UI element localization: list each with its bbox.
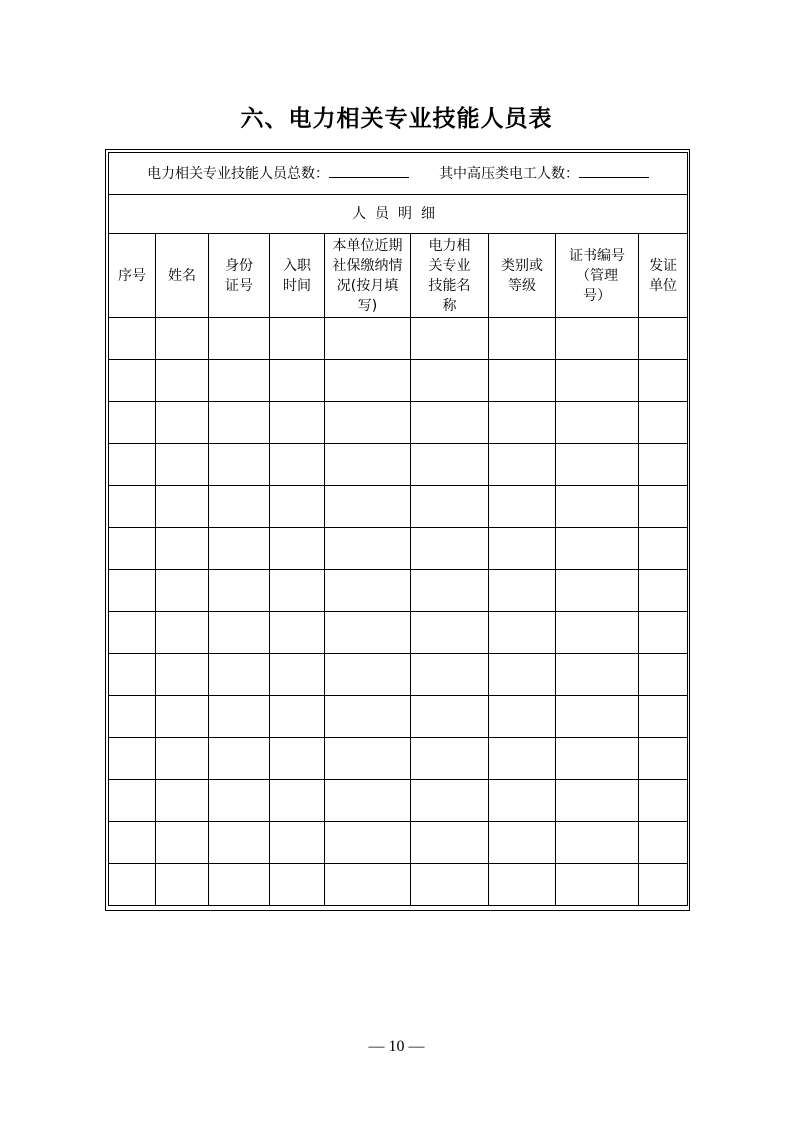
table-cell[interactable]: [156, 822, 209, 864]
total-count-blank[interactable]: [329, 163, 409, 178]
table-cell[interactable]: [639, 486, 688, 528]
table-cell[interactable]: [556, 696, 639, 738]
table-cell[interactable]: [639, 780, 688, 822]
table-cell[interactable]: [556, 444, 639, 486]
table-cell[interactable]: [209, 402, 270, 444]
table-row: [109, 318, 688, 360]
table-cell[interactable]: [556, 402, 639, 444]
table-cell[interactable]: [325, 696, 411, 738]
table-cell[interactable]: [411, 864, 489, 906]
col-header-category: 类别或等级: [489, 234, 556, 318]
page-title: 六、电力相关专业技能人员表: [240, 106, 553, 132]
table-cell[interactable]: [109, 528, 156, 570]
table-cell[interactable]: [156, 612, 209, 654]
table-cell[interactable]: [156, 486, 209, 528]
table-cell[interactable]: [270, 318, 325, 360]
table-cell[interactable]: [325, 570, 411, 612]
table-cell[interactable]: [209, 528, 270, 570]
table-cell[interactable]: [489, 444, 556, 486]
table-cell[interactable]: [325, 822, 411, 864]
table-cell[interactable]: [156, 318, 209, 360]
table-cell[interactable]: [556, 360, 639, 402]
summary-cell: [109, 153, 688, 195]
table-cell[interactable]: [411, 612, 489, 654]
table-cell[interactable]: [156, 444, 209, 486]
table-cell[interactable]: [639, 738, 688, 780]
col-header-id: 身份证号: [209, 234, 270, 318]
table-cell[interactable]: [556, 570, 639, 612]
table-cell[interactable]: [411, 780, 489, 822]
table-cell[interactable]: [270, 486, 325, 528]
table-row: [109, 444, 688, 486]
table-row: [109, 864, 688, 906]
table-cell[interactable]: [639, 444, 688, 486]
table-cell[interactable]: [639, 864, 688, 906]
column-header-row: [109, 234, 688, 318]
table-cell[interactable]: [156, 402, 209, 444]
table-cell[interactable]: [270, 360, 325, 402]
table-cell[interactable]: [109, 318, 156, 360]
table-row: [109, 654, 688, 696]
table-cell[interactable]: [325, 780, 411, 822]
table-cell[interactable]: [639, 612, 688, 654]
table-cell[interactable]: [489, 696, 556, 738]
table-cell[interactable]: [411, 444, 489, 486]
table-cell[interactable]: [489, 654, 556, 696]
table-cell[interactable]: [411, 822, 489, 864]
table-cell[interactable]: [109, 780, 156, 822]
table-cell[interactable]: [156, 570, 209, 612]
hv-count-label: 其中高压类电工人数：: [439, 166, 580, 182]
table-cell[interactable]: [489, 486, 556, 528]
table-row: [109, 360, 688, 402]
table-cell[interactable]: [489, 570, 556, 612]
table-cell[interactable]: [270, 402, 325, 444]
table-cell[interactable]: [109, 444, 156, 486]
summary-row: [109, 153, 688, 195]
table-cell[interactable]: [489, 780, 556, 822]
table-row: [109, 738, 688, 780]
table-cell[interactable]: [325, 738, 411, 780]
table-cell[interactable]: [639, 696, 688, 738]
table-row: [109, 822, 688, 864]
table-row: [109, 528, 688, 570]
table-cell[interactable]: [109, 654, 156, 696]
table-cell[interactable]: [411, 654, 489, 696]
table-cell[interactable]: [325, 654, 411, 696]
table-cell[interactable]: [556, 864, 639, 906]
table-cell[interactable]: [556, 654, 639, 696]
table-cell[interactable]: [489, 864, 556, 906]
table-cell[interactable]: [556, 612, 639, 654]
table-cell[interactable]: [270, 444, 325, 486]
table-cell[interactable]: [209, 444, 270, 486]
section-row: [109, 195, 688, 234]
table-cell[interactable]: [639, 402, 688, 444]
table-cell[interactable]: [489, 822, 556, 864]
table-cell[interactable]: [156, 360, 209, 402]
col-header-seq: 序号: [109, 234, 156, 318]
personnel-table: [108, 152, 688, 906]
table-cell[interactable]: [209, 822, 270, 864]
table-row: [109, 696, 688, 738]
table-cell[interactable]: [411, 738, 489, 780]
table-cell[interactable]: [556, 738, 639, 780]
total-count-label: 电力相关专业技能人员总数：: [147, 166, 330, 182]
section-header: 人员明细: [109, 195, 688, 234]
table-cell[interactable]: [270, 612, 325, 654]
table-cell[interactable]: [209, 360, 270, 402]
table-cell[interactable]: [156, 696, 209, 738]
table-cell[interactable]: [556, 822, 639, 864]
table-cell[interactable]: [109, 402, 156, 444]
table-cell[interactable]: [325, 486, 411, 528]
table-row: [109, 402, 688, 444]
table-cell[interactable]: [209, 780, 270, 822]
table-cell[interactable]: [489, 528, 556, 570]
table-cell[interactable]: [270, 654, 325, 696]
table-cell[interactable]: [156, 654, 209, 696]
col-header-skill-name: 电力相关专业技能名称: [411, 234, 489, 318]
table-cell[interactable]: [209, 612, 270, 654]
table-cell[interactable]: [639, 318, 688, 360]
table-cell[interactable]: [109, 864, 156, 906]
table-cell[interactable]: [325, 318, 411, 360]
table-cell[interactable]: [556, 528, 639, 570]
table-cell[interactable]: [325, 444, 411, 486]
table-cell[interactable]: [109, 822, 156, 864]
table-cell[interactable]: [411, 570, 489, 612]
table-cell[interactable]: [156, 528, 209, 570]
table-cell[interactable]: [639, 528, 688, 570]
table-cell[interactable]: [109, 738, 156, 780]
table-cell[interactable]: [411, 318, 489, 360]
table-cell[interactable]: [556, 318, 639, 360]
table-row: [109, 570, 688, 612]
col-header-name: 姓名: [156, 234, 209, 318]
table-cell[interactable]: [270, 738, 325, 780]
table-cell[interactable]: [556, 486, 639, 528]
table-cell[interactable]: [325, 402, 411, 444]
table-cell[interactable]: [209, 486, 270, 528]
table-cell[interactable]: [109, 612, 156, 654]
col-header-hire-date: 入职时间: [270, 234, 325, 318]
table-cell[interactable]: [411, 402, 489, 444]
table-cell[interactable]: [209, 654, 270, 696]
table-cell[interactable]: [411, 486, 489, 528]
table-cell[interactable]: [639, 654, 688, 696]
table-cell[interactable]: [325, 612, 411, 654]
table-cell[interactable]: [209, 864, 270, 906]
table-cell[interactable]: [639, 570, 688, 612]
table-cell[interactable]: [489, 360, 556, 402]
table-cell[interactable]: [639, 822, 688, 864]
table-cell[interactable]: [209, 696, 270, 738]
table-cell[interactable]: [556, 780, 639, 822]
table-cell[interactable]: [639, 360, 688, 402]
table-cell[interactable]: [209, 570, 270, 612]
table-cell[interactable]: [270, 780, 325, 822]
table-cell[interactable]: [325, 528, 411, 570]
table-cell[interactable]: [109, 360, 156, 402]
page-number: — 10 —: [368, 1038, 425, 1055]
table-cell[interactable]: [109, 486, 156, 528]
table-cell[interactable]: [411, 528, 489, 570]
table-cell[interactable]: [209, 318, 270, 360]
table-cell[interactable]: [156, 780, 209, 822]
col-header-cert-no: 证书编号（管理号）: [556, 234, 639, 318]
table-row: [109, 780, 688, 822]
table-cell[interactable]: [411, 360, 489, 402]
table-cell[interactable]: [489, 402, 556, 444]
table-row: [109, 612, 688, 654]
table-cell[interactable]: [109, 570, 156, 612]
hv-count-blank[interactable]: [579, 163, 649, 178]
table-cell[interactable]: [270, 696, 325, 738]
table-cell[interactable]: [270, 570, 325, 612]
table-cell[interactable]: [270, 528, 325, 570]
table-cell[interactable]: [411, 696, 489, 738]
table-row: [109, 486, 688, 528]
col-header-social-security: 本单位近期社保缴纳情况(按月填写): [325, 234, 411, 318]
table-cell[interactable]: [270, 822, 325, 864]
table-cell[interactable]: [156, 864, 209, 906]
table-cell[interactable]: [270, 864, 325, 906]
col-header-issuer: 发证单位: [639, 234, 688, 318]
table-cell[interactable]: [489, 612, 556, 654]
table-cell[interactable]: [156, 738, 209, 780]
table-cell[interactable]: [109, 696, 156, 738]
table-cell[interactable]: [325, 864, 411, 906]
table-cell[interactable]: [489, 318, 556, 360]
table-cell[interactable]: [325, 360, 411, 402]
table-cell[interactable]: [209, 738, 270, 780]
table-cell[interactable]: [489, 738, 556, 780]
